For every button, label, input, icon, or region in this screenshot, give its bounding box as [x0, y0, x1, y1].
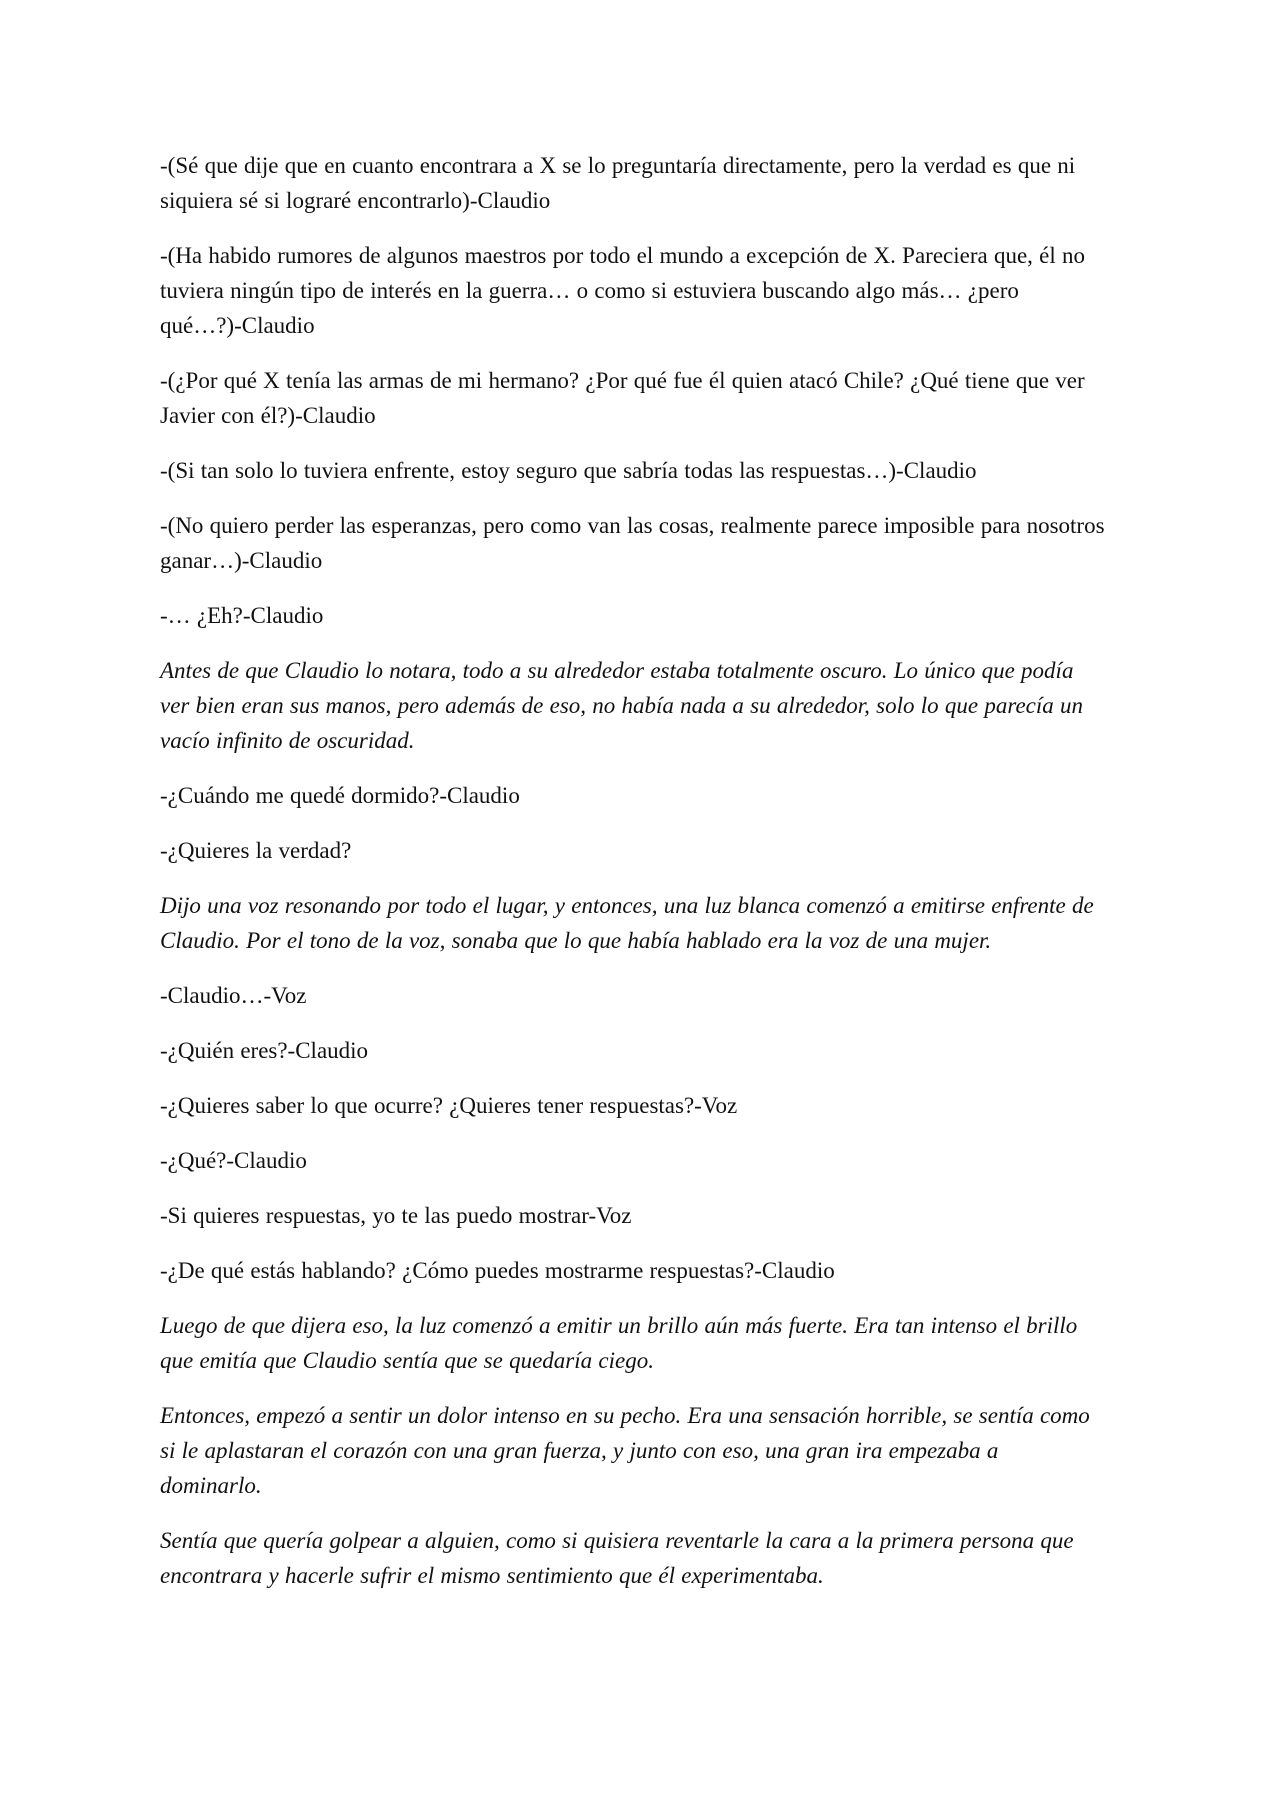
dialogue-paragraph: -¿Cuándo me quedé dormido?-Claudio: [160, 783, 520, 808]
dialogue-paragraph: -¿Qué?-Claudio: [160, 1148, 307, 1173]
narration-paragraph: Entonces, empezó a sentir un dolor intenso en su pecho. Era una sensación horrible, se sentía como si le aplastaran el corazón con una gran fuerza, y junto con eso, una gran ira empezaba a dominarlo.: [160, 1403, 1090, 1498]
dialogue-paragraph: -¿Quieres la verdad?: [160, 838, 352, 863]
dialogue-paragraph: -¿De qué estás hablando? ¿Cómo puedes mostrarme respuestas?-Claudio: [160, 1258, 835, 1283]
narration-paragraph: Sentía que quería golpear a alguien, como si quisiera reventarle la cara a la primera persona que encontrara y hacerle sufrir el mismo sentimiento que él experimentaba.: [160, 1528, 1074, 1588]
dialogue-paragraph: -(¿Por qué X tenía las armas de mi hermano? ¿Por qué fue él quien atacó Chile? ¿Qué tiene que ver Javier con él?)-Claudio: [160, 368, 1085, 428]
dialogue-paragraph: -¿Quieres saber lo que ocurre? ¿Quieres tener respuestas?-Voz: [160, 1093, 738, 1118]
dialogue-paragraph: -¿Quién eres?-Claudio: [160, 1038, 369, 1063]
dialogue-paragraph: -(Sé que dije que en cuanto encontrara a X se lo preguntaría directamente, pero la verdad es que ni siquiera sé si lograré encontrarlo)-Claudio: [160, 153, 1076, 213]
dialogue-paragraph: -(Si tan solo lo tuviera enfrente, estoy seguro que sabría todas las respuestas…)-Claudio: [160, 458, 977, 483]
dialogue-paragraph: -Si quieres respuestas, yo te las puedo mostrar-Voz: [160, 1203, 632, 1228]
dialogue-paragraph: -(Ha habido rumores de algunos maestros por todo el mundo a excepción de X. Pareciera que, él no tuviera ningún tipo de interés en la guerra… o como si estuviera buscando algo más… ¿pero qué…?)-Claudio: [160, 243, 1086, 338]
narration-paragraph: Luego de que dijera eso, la luz comenzó a emitir un brillo aún más fuerte. Era tan intenso el brillo que emitía que Claudio sentía que se quedaría ciego.: [160, 1313, 1078, 1373]
dialogue-paragraph: -… ¿Eh?-Claudio: [160, 603, 324, 628]
narration-paragraph: Dijo una voz resonando por todo el lugar, y entonces, una luz blanca comenzó a emitirse enfrente de Claudio. Por el tono de la voz, sonaba que lo que había hablado era la voz de una mujer.: [160, 893, 1094, 953]
dialogue-paragraph: -Claudio…-Voz: [160, 983, 307, 1008]
dialogue-paragraph: -(No quiero perder las esperanzas, pero como van las cosas, realmente parece imposible para nosotros ganar…)-Claudio: [160, 513, 1105, 573]
narration-paragraph: Antes de que Claudio lo notara, todo a su alrededor estaba totalmente oscuro. Lo único que podía ver bien eran sus manos, pero además de eso, no había nada a su alrededor, solo lo que parecía un vacío infinito de oscuridad.: [160, 658, 1084, 753]
